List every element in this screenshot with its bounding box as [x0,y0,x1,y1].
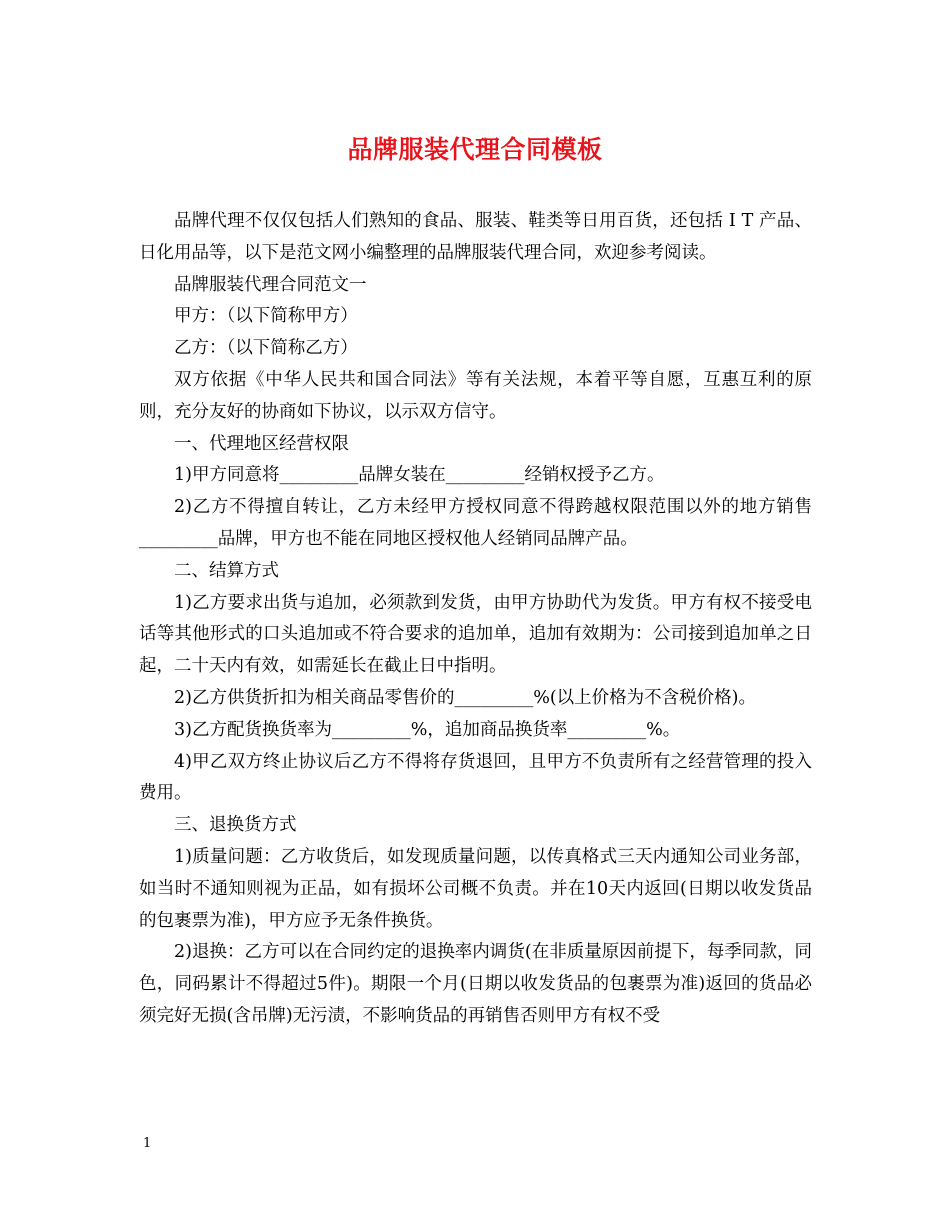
clause-2-3: 3)乙方配货换货率为_________%，追加商品换货率_________%。 [174,719,681,740]
clause-2-1: 1)乙方要求出货与追加，必须款到发货，由甲方协助代为发货。甲方有权不接受电话等其他形式的口头追加或不符合要求的追加单，追加有效期为：公司接到追加单之日起，二十天内有效，如需延长在截止日中指明。 [139,592,812,677]
clause-1-1: 1)甲方同意将_________品牌女装在_________经销权授予乙方。 [174,465,665,486]
page-number: 1 [143,1136,152,1151]
paragraph-sample-heading: 品牌服装代理合同范文一 [174,274,367,295]
section-heading-1: 一、代理地区经营权限 [174,433,349,454]
clause-2-2: 2)乙方供货折扣为相关商品零售价的_________%(以上价格为不含税价格)。 [174,687,756,708]
clause-3-1: 1)质量问题：乙方收货后，如发现质量问题，以传真格式三天内通知公司业务部，如当时不通知则视为正品，如有损坏公司概不负责。并在10天内返回(日期以收发货品的包裹票为准)，甲方应予无条件换货。 [139,846,812,931]
section-heading-2: 二、结算方式 [174,560,279,581]
clause-2-4: 4)甲乙双方终止协议后乙方不得将存货退回，且甲方不负责所有之经营管理的投入费用。 [139,751,812,804]
paragraph-preamble: 双方依据《中华人民共和国合同法》等有关法规，本着平等自愿，互惠互利的原则，充分友好的协商如下协议，以示双方信守。 [139,369,812,422]
document-title: 品牌服装代理合同模板 [347,135,603,164]
clause-3-2: 2)退换：乙方可以在合同约定的退换率内调货(在非质量原因前提下，每季同款，同色，同码累计不得超过5件)。期限一个月(日期以收发货品的包裹票为准)返回的货品必须完好无损(含吊牌)无污渍，不影响货品的再销售否则甲方有权不受 [139,942,812,1026]
clause-1-2: 2)乙方不得擅自转让，乙方未经甲方授权同意不得跨越权限范围以外的地方销售_________品牌，甲方也不能在同地区授权他人经销同品牌产品。 [139,497,812,549]
paragraph-party-a: 甲方：（以下简称甲方） [174,306,358,327]
paragraph-party-b: 乙方：（以下简称乙方） [174,338,358,359]
document-body [139,206,812,1033]
section-heading-3: 三、退换货方式 [174,815,297,836]
paragraph-intro: 品牌代理不仅仅包括人们熟知的食品、服装、鞋类等日用百货，还包括 I T 产品、日化用品等，以下是范文网小编整理的品牌服装代理合同，欢迎参考阅读。 [139,211,812,263]
